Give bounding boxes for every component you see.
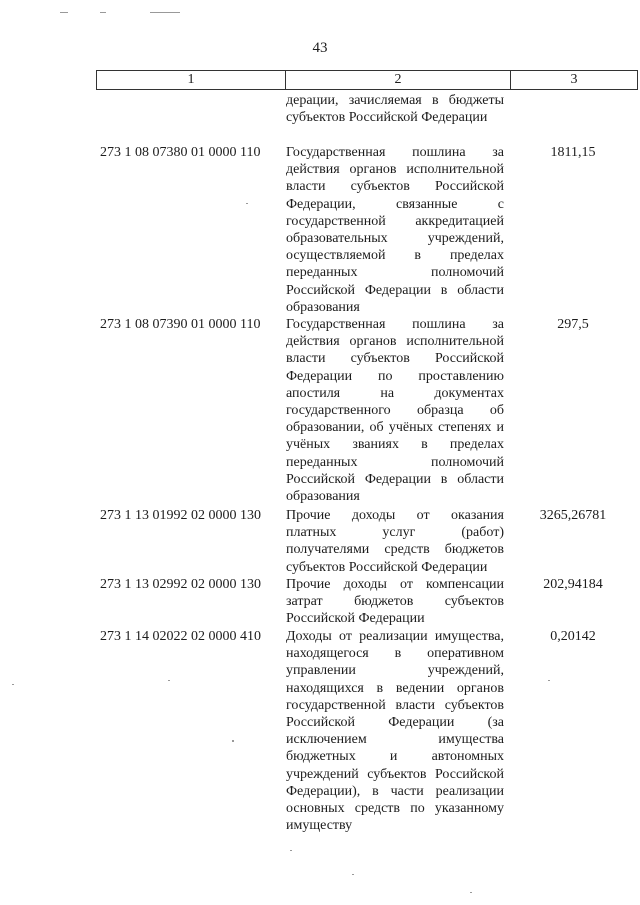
row-value: 3265,26781 <box>539 508 607 523</box>
scan-speck <box>246 203 248 204</box>
page-number: 43 <box>312 40 328 56</box>
scan-speck <box>352 874 354 875</box>
row-description: Государственная пошлина за действия органов исполнительной власти субъектов Российской Федерации по проставлению апостиля на документах государственного образца об образовании, об учёных степенях и учёных званиях в пределах переданных полномочий Российской Федерации в области образования <box>286 317 504 505</box>
row-code: 273 1 13 02992 02 0000 130 <box>100 577 261 592</box>
row-value: 1811,15 <box>550 145 596 160</box>
row-code: 273 1 13 01992 02 0000 130 <box>100 508 261 523</box>
scan-speck <box>100 12 106 13</box>
scan-speck <box>168 680 170 681</box>
scan-speck <box>548 680 550 681</box>
row-description: Государственная пошлина за действия органов исполнительной власти субъектов Российской Федерации, связанные с государственной аккредитацией образовательных учреждений, осуществляемой в пределах переданных полномочий Российской Федерации в области образования <box>286 145 504 315</box>
scan-speck <box>60 12 68 13</box>
row-value: 297,5 <box>557 317 589 332</box>
scan-speck <box>150 12 180 13</box>
header-col-3: 3 <box>570 72 578 87</box>
header-col-2: 2 <box>286 71 511 89</box>
header-col-1: 1 <box>97 71 286 89</box>
row-description: Прочие доходы от оказания платных услуг (работ) получателями средств бюджетов субъектов Российской Федерации <box>286 508 504 575</box>
scan-speck <box>12 684 14 685</box>
scan-speck <box>290 850 292 851</box>
row-code: 273 1 08 07380 01 0000 110 <box>100 145 261 160</box>
continuation-text: дерации, зачисляемая в бюджеты субъектов Российской Федерации <box>286 93 504 126</box>
table-header <box>96 70 638 90</box>
scan-speck <box>470 892 472 893</box>
row-code: 273 1 08 07390 01 0000 110 <box>100 317 261 332</box>
row-value: 0,20142 <box>550 629 596 644</box>
row-description: Доходы от реализации имущества, находящегося в оперативном управлении учреждений, находящихся в ведении органов государственной власти субъектов Российской Федерации (за исключением имущества бюджетных и автономных учреждений субъектов Российской Федерации), в части реализации основных средств по указанному имуществу <box>286 629 504 834</box>
row-description: Прочие доходы от компенсации затрат бюджетов субъектов Российской Федерации <box>286 577 504 627</box>
row-code: 273 1 14 02022 02 0000 410 <box>100 629 261 644</box>
row-value: 202,94184 <box>543 577 603 592</box>
scan-speck <box>232 740 234 742</box>
